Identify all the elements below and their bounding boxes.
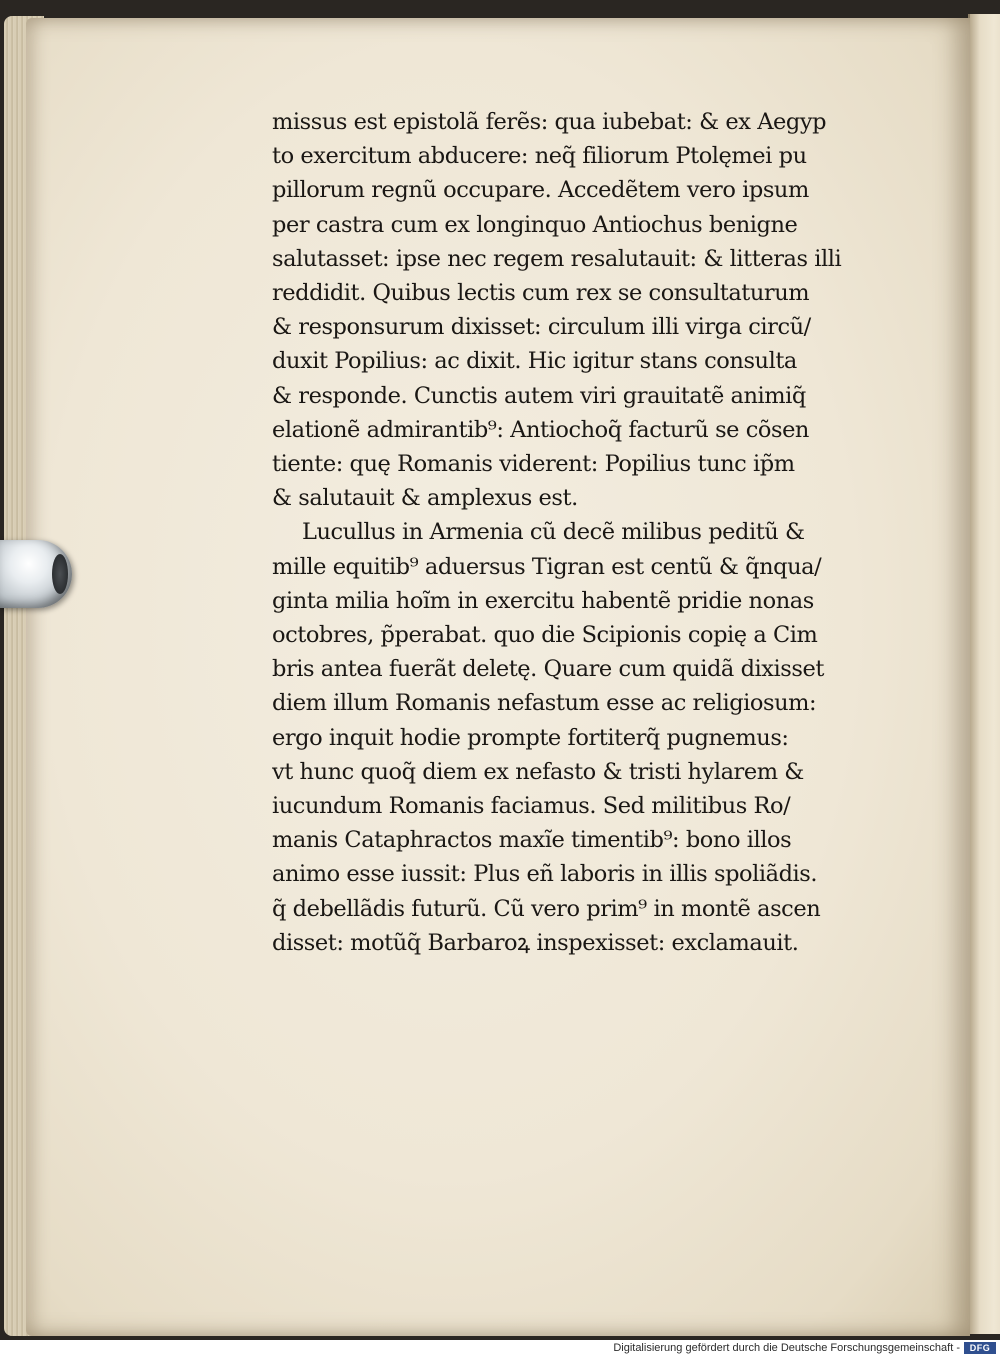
paragraph-first-line: Lucullus in Armenia cũ decẽ milibus peditũ & [302, 519, 805, 546]
dfg-logo: DFG [964, 1342, 996, 1354]
text-line: diem illum Romanis nefastum esse ac religiosum: [272, 690, 817, 717]
text-line: tiente: quę Romanis viderent: Popilius tunc ip̃m [272, 451, 795, 478]
text-line: manis Cataphractos maxĩe timentib⁹: bono illos [272, 827, 792, 854]
text-line: & responde. Cunctis autem viri grauitatẽ animiq̃ [272, 382, 806, 409]
text-line: q̃ debellãdis futurũ. Cũ vero prim⁹ in montẽ ascen [272, 895, 821, 922]
text-line: pillorum regnũ occupare. Accedẽtem vero ipsum [272, 177, 809, 204]
clamp-shadow [52, 554, 68, 594]
facing-page-edge [968, 14, 1000, 1334]
text-line: mille equitib⁹ aduersus Tigran est centũ & q̃nqua/ [272, 553, 822, 580]
text-line: octobres, p̃perabat. quo die Scipionis copię a Cim [272, 622, 818, 649]
text-line: & responsurum dixisset: circulum illi virga circũ/ [272, 314, 811, 341]
text-line: & salutauit & amplexus est. [272, 485, 578, 512]
text-line: salutasset: ipse nec regem resalutauit: & litteras illi [272, 245, 842, 272]
text-line: reddidit. Quibus lectis cum rex se consultaturum [272, 280, 810, 307]
text-line: missus est epistolã ferẽs: qua iubebat: & ex Aegyp [272, 109, 827, 135]
printed-text-block [272, 105, 847, 960]
text-line: duxit Popilius: ac dixit. Hic igitur stans consulta [272, 348, 797, 375]
funding-credit: Digitalisierung gefördert durch die Deutsche Forschungsgemeinschaft - [613, 1342, 960, 1354]
text-line: animo esse iussit: Plus eñ laboris in illis spoliãdis. [272, 861, 818, 888]
footer-bar [0, 1340, 1000, 1357]
text-line: bris antea fuerãt deletę. Quare cum quidã dixisset [272, 656, 824, 683]
text-line: ergo inquit hodie prompte fortiterq̃ pugnemus: [272, 724, 789, 751]
text-line: per castra cum ex longinquo Antiochus benigne [272, 211, 798, 238]
text-line: elationẽ admirantib⁹: Antiochoq̃ facturũ se cõsen [272, 416, 809, 443]
text-line: iucundum Romanis faciamus. Sed militibus Ro/ [272, 793, 791, 820]
text-line: vt hunc quoq̃ diem ex nefasto & tristi hylarem & [272, 758, 804, 785]
text-line: disset: motũq̃ Barbaroꝝ inspexisset: exclamauit. [272, 929, 799, 956]
text-line: to exercitum abducere: neq̃ filiorum Ptolęmei pu [272, 143, 807, 170]
page-clamp [0, 540, 72, 608]
text-line: ginta milia hoĩm in exercitu habentẽ pridie nonas [272, 587, 814, 614]
